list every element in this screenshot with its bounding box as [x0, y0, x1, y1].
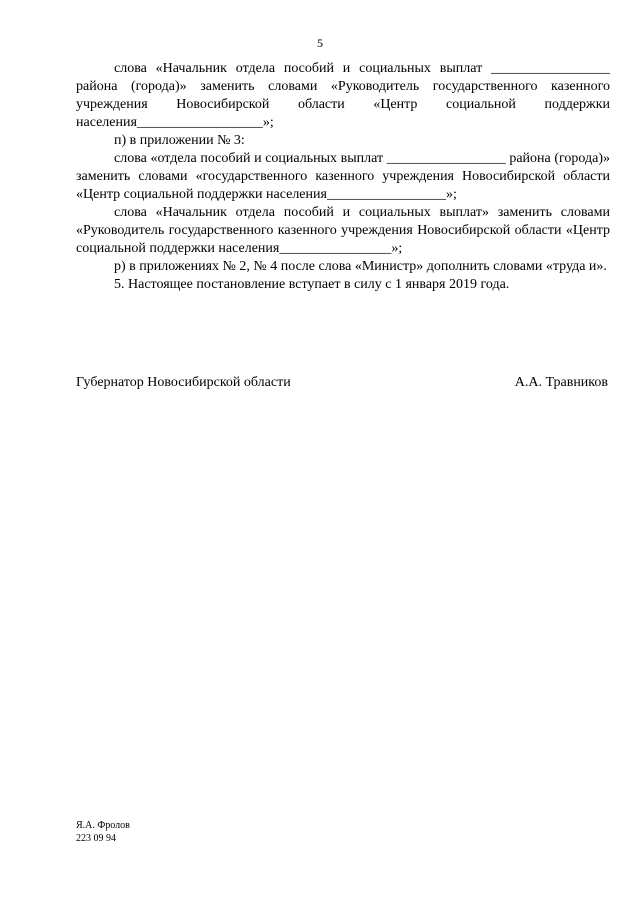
- executor-name: Я.А. Фролов: [76, 820, 130, 831]
- signatory-name: А.А. Травников: [514, 375, 608, 390]
- signature-block: [76, 374, 608, 392]
- paragraph: слова «Начальник отдела пособий и социальных выплат» заменить словами «Руководитель государственного казенного учреждения Новосибирской области «Центр социальной поддержки населения________________»;: [76, 205, 610, 256]
- paragraph: п) в приложении № 3:: [114, 133, 245, 148]
- document-body: [76, 60, 610, 294]
- signatory-position: Губернатор Новосибирской области: [76, 375, 291, 390]
- paragraph: слова «Начальник отдела пособий и социальных выплат _________________ района (города)» заменить словами «Руководитель государственного казенного учреждения Новосибирской области «Центр социальной поддержки населения__________________»;: [76, 61, 610, 130]
- executor-phone: 223 09 94: [76, 833, 116, 844]
- executor-footer: [76, 819, 130, 845]
- paragraph: слова «отдела пособий и социальных выплат _________________ района (города)» заменить словами «государственного казенного учреждения Новосибирской области «Центр социальной поддержки населения_________________»;: [76, 151, 610, 202]
- paragraph: 5. Настоящее постановление вступает в силу с 1 января 2019 года.: [114, 277, 510, 292]
- paragraph: р) в приложениях № 2, № 4 после слова «Министр» дополнить словами «труда и».: [114, 259, 607, 274]
- page-number: 5: [317, 36, 323, 50]
